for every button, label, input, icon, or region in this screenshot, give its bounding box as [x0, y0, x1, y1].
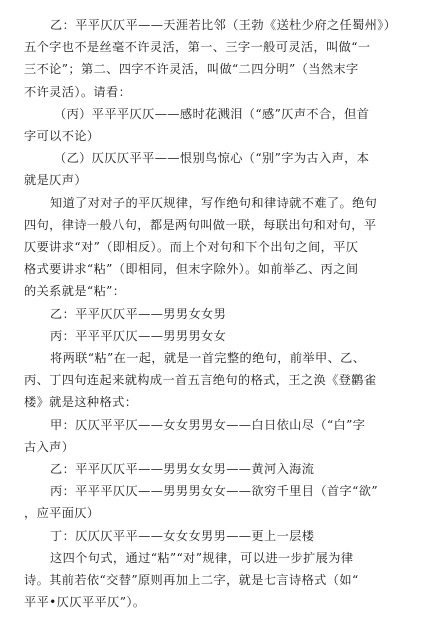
text-line: 丁：仄仄仄平平——女女女男男——更上一层楼 — [50, 528, 315, 543]
text-line: （丙）平平平仄仄——感时花溅泪（“感”仄声不合，但首 — [54, 106, 370, 121]
text-line: 平平•仄仄平平仄”）。 — [24, 595, 146, 610]
text-line: 就是仄声） — [24, 173, 87, 188]
text-line: 这四个句式，通过“粘”“对”规律，可以进一步扩展为律 — [50, 550, 354, 565]
text-line: 的关系就是“粘”： — [24, 284, 126, 299]
text-line: 四句，律诗一般八句，都是两句叫做一联，每联出句和对句，平 — [24, 217, 377, 232]
text-line: 诗。其前若依“交替”原则再加上二字，就是七言诗格式（如“ — [24, 573, 359, 588]
text-line: 古入声） — [24, 439, 75, 454]
text-line: 丙：平平平仄仄——男男男女女——欲穷千里目（首字“欲” — [50, 484, 378, 499]
text-line: 仄要讲求“对”（即相反）。而上个对句和下个出句之间，平仄 — [24, 240, 359, 255]
text-line: 三不论”；第二、四字不许灵活，叫做“二四分明”（当然末字 — [24, 62, 359, 77]
text-line: 字可以不论） — [24, 129, 100, 144]
text-line: 楼》就是这种格式： — [24, 395, 138, 410]
text-line: 不许灵活）。请看： — [24, 84, 132, 99]
text-line: ，应平面仄） — [24, 506, 100, 521]
text-line: 甲：仄仄平平仄——女女男男女——白日依山尽（“白”字 — [50, 417, 366, 432]
text-line: 乙：平平仄仄平——天涯若比邻（王勃《送杜少府之任蜀州》） — [50, 18, 397, 32]
text-line: 将两联“粘”在一起，就是一首完整的绝句，前举甲、乙、 — [50, 351, 366, 366]
text-line: （乙）仄仄仄平平——恨别鸟惊心（“别”字为古入声，本 — [54, 151, 370, 166]
text-line: 知道了对对子的平仄规律，写作绝句和律诗就不难了。绝句 — [50, 195, 378, 210]
text-line: 丙：平平平仄仄——男男男女女 — [50, 328, 227, 343]
text-line: 乙：平平仄仄平——男男女女男——黄河入海流 — [50, 462, 315, 477]
text-line: 五个字也不是丝毫不许灵活，第一、三字一般可灵活，叫做“一 — [24, 40, 371, 55]
text-line: 丙、丁四句连起来就构成一首五言绝句的格式，王之涣《登鹳雀 — [24, 373, 377, 388]
text-line: 格式要讲求“粘”（即相同，但末字除外）。如前举乙、丙之间 — [24, 262, 359, 277]
text-line: 乙：平平仄仄平——男男女女男 — [50, 306, 227, 321]
